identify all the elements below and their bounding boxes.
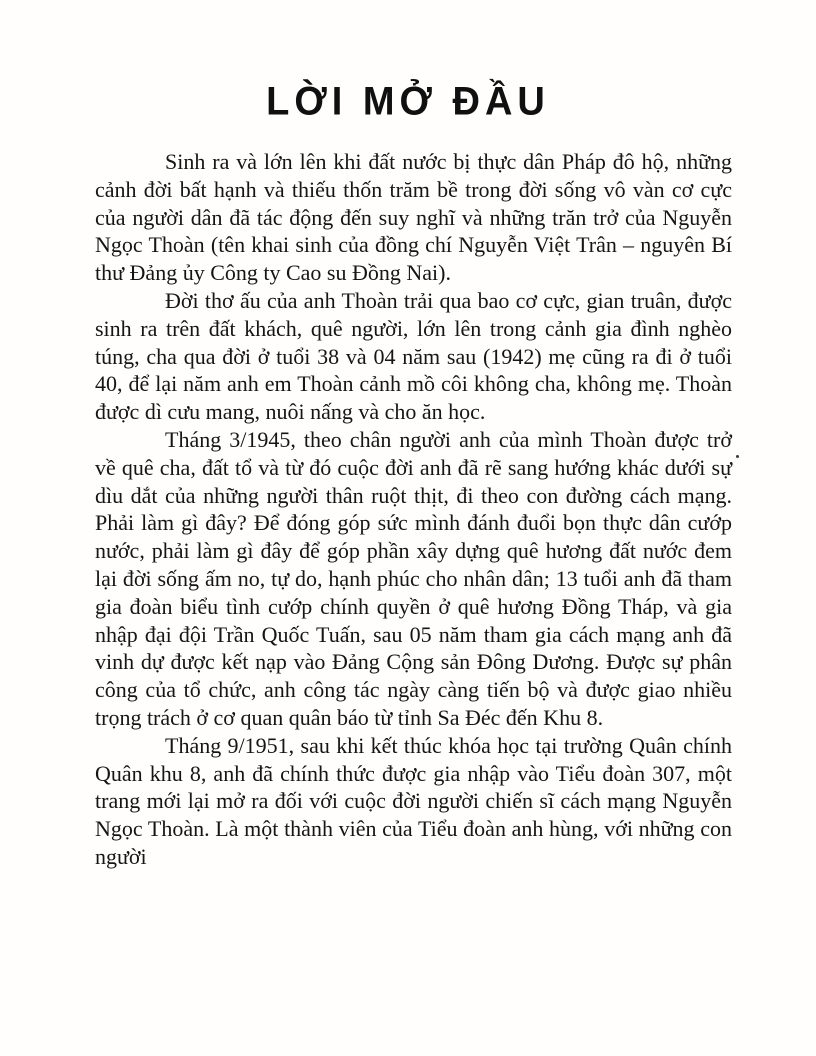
scan-speck bbox=[736, 455, 739, 458]
page-title: LỜI MỞ ĐẦU bbox=[266, 80, 550, 124]
body-text bbox=[95, 148, 732, 871]
paragraph-4: Tháng 9/1951, sau khi kết thúc khóa học tại trường Quân chính Quân khu 8, anh đã chính thức được gia nhập vào Tiểu đoàn 307, một trang mới lại mở ra đối với cuộc đời người chiến sĩ cách mạng Nguyễn Ngọc Thoàn. Là một thành viên của Tiểu đoàn anh hùng, với những con người bbox=[95, 732, 732, 869]
paragraph-3: Tháng 3/1945, theo chân người anh của mình Thoàn được trở về quê cha, đất tổ và từ đó cuộc đời anh đã rẽ sang hướng khác dưới sự dìu dắt của những người thân ruột thịt, đi theo con đường cách mạng. Phải làm gì đây? Để đóng góp sức mình đánh đuổi bọn thực dân cướp nước, phải làm gì đây để góp phần xây dựng quê hương đất nước đem lại đời sống ấm no, tự do, hạnh phúc cho nhân dân; 13 tuổi anh đã tham gia đoàn biểu tình cướp chính quyền ở quê hương Đồng Tháp, và gia nhập đại đội Trần Quốc Tuấn, sau 05 năm tham gia cách mạng anh đã vinh dự được kết nạp vào Đảng Cộng sản Đông Dương. Được sự phân công của tổ chức, anh công tác ngày càng tiến bộ và được giao nhiều trọng trách ở cơ quan quân báo từ tỉnh Sa Đéc đến Khu 8. bbox=[95, 426, 732, 730]
paragraph-1: Sinh ra và lớn lên khi đất nước bị thực dân Pháp đô hộ, những cảnh đời bất hạnh và thiếu thốn trăm bề trong đời sống vô vàn cơ cực của người dân đã tác động đến suy nghĩ và những trăn trở của Nguyễn Ngọc Thoàn (tên khai sinh của đồng chí Nguyễn Việt Trân – nguyên Bí thư Đảng ủy Công ty Cao su Đồng Nai). bbox=[95, 149, 732, 286]
paragraph-2: Đời thơ ấu của anh Thoàn trải qua bao cơ cực, gian truân, được sinh ra trên đất khách, quê người, lớn lên trong cảnh gia đình nghèo túng, cha qua đời ở tuổi 38 và 04 năm sau (1942) mẹ cũng ra đi ở tuổi 40, để lại năm anh em Thoàn cảnh mồ côi không cha, không mẹ. Thoàn được dì cưu mang, nuôi nấng và cho ăn học. bbox=[95, 287, 732, 425]
